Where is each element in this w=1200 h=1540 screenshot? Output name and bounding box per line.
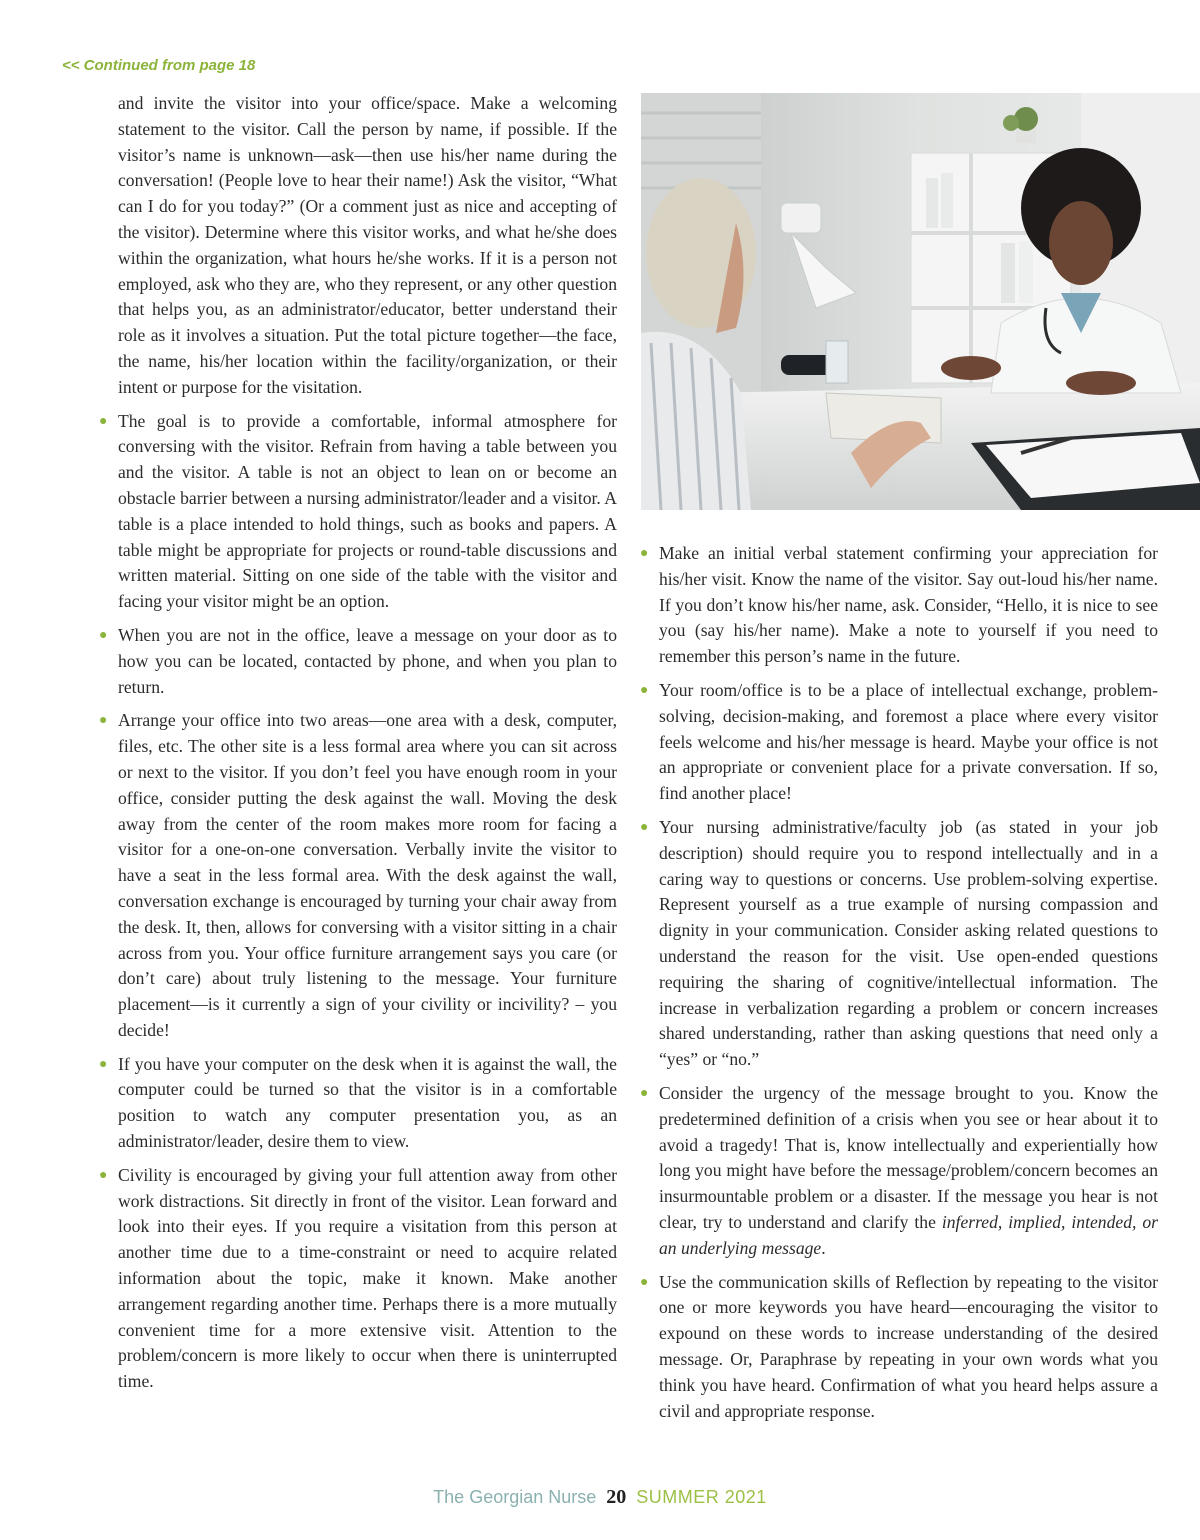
bullet-icon: ● xyxy=(99,627,108,643)
list-item: ● Your room/office is to be a place of intellectual exchange, problem-solving, decision-making, and foremost a place where every visitor feels welcome and his/her message is heard. Maybe your office is not an appropriate or convenient place for a private conversation. If so, find another place! xyxy=(640,679,1158,804)
list-item: ● Make an initial verbal statement confirming your appreciation for his/her visit. Know the name of the visitor. Say out-loud his/her name. If you don’t know his/her name, ask. Consider, “Hello, it is nice to see you (say his/her name). Make a note to yourself if you need to remember this person’s name in the future. xyxy=(640,543,1158,667)
list-item: ● Your nursing administrative/faculty job (as stated in your job description) should require you to respond intellectually and in a caring way to questions or concerns. Use problem-solving expertise. Represent yourself as a true example of nursing compassion and dignity in your communication. Consider asking related questions to understand the reason for the visit. Use open-ended questions requiring the sharing of cognitive/intellectual information. The increase in verbalization regarding a problem or concern increases shared understanding, rather than asking questions that need only a “yes” or “no.” xyxy=(640,816,1158,1070)
continued-from-label: << Continued from page 18 xyxy=(62,57,256,74)
bullet-icon: ● xyxy=(640,1274,649,1290)
list-item: ● Use the communication skills of Reflection by repeating to the visitor one or more keywords you have heard—encouraging the visitor to expound on these words to increase understanding of the desired message. Or, Paraphrase by repeating in your own words what you think you have heard. Confirmation of what you heard helps assure a civil and appropriate response. xyxy=(640,1271,1158,1421)
magazine-name: The Georgian Nurse xyxy=(433,1487,597,1507)
list-item: ● If you have your computer on the desk when it is against the wall, the computer could be turned so that the visitor is in a comfortable position to watch any computer presentation you, as an administrator/leader, desire them to view. xyxy=(99,1053,617,1152)
doctor-consultation-photo xyxy=(641,93,1200,510)
list-item: ● When you are not in the office, leave a message on your door as to how you can be located, contacted by phone, and when you plan to return. xyxy=(99,624,617,697)
bullet-icon: ● xyxy=(640,819,649,835)
left-column xyxy=(99,91,617,1403)
bullet-icon: ● xyxy=(99,1167,108,1183)
bullet-icon: ● xyxy=(640,682,649,698)
list-item: ● The goal is to provide a comfortable, informal atmosphere for conversing with the visitor. Refrain from having a table between you and the visitor. A table is not an object to lean on or become an obstacle barrier between a nursing administrator/leader and a visitor. A table is a place intended to hold things, such as books and papers. A table might be appropriate for projects or round-table discussions and written material. Sitting on one side of the table with the visitor and facing your visitor might be an option. xyxy=(99,410,617,612)
list-item: ● Arrange your office into two areas—one area with a desk, computer, files, etc. The other site is a less formal area where you can sit across or next to the visitor. If you don’t feel you have enough room in your office, consider putting the desk against the wall. Moving the desk away from the center of the room makes more room for facing a visitor for a one-on-one conversation. Verbally invite the visitor to have a seat in the less formal area. With the desk against the wall, conversation exchange is encouraged by turning your chair away from the desk. It, then, allows for conversing with a visitor sitting in a chair across from you. Your office furniture arrangement says you care (or don’t care) about truly listening to the message. Your furniture placement—is it currently a sign of your civility or incivility? – you decide! xyxy=(99,710,617,1040)
bullet-icon: ● xyxy=(640,1085,649,1101)
bullet-icon: ● xyxy=(99,413,108,429)
bullet-icon: ● xyxy=(640,546,649,561)
lead-paragraph: and invite the visitor into your office/space. Make a welcoming statement to the visitor. Call the person by name, if possible. If the visitor’s name is unknown—ask—then use his/her name during the conversation! (People love to hear their name!) Ask the visitor, “What can I do for you today?” (Or a comment just as nice and accepting of the visitor). Determine where this visitor works, and what he/she does within the organization, what hours he/she works. If it is a person not employed, ask who they are, who they represent, or any other question that helps you, as an administrator/educator, better understand their role as it involves a situation. Put the total picture together—the face, the name, his/her location within the facility/organization, or their intent or purpose for the visitation. xyxy=(118,93,617,397)
page-number: 20 xyxy=(606,1486,627,1508)
right-column xyxy=(640,541,1158,1432)
issue-season: SUMMER 2021 xyxy=(636,1487,767,1507)
list-item: ● Civility is encouraged by giving your full attention away from other work distractions. Sit directly in front of the visitor. Lean forward and look into their eyes. If you require a visitation from this person at another time due to a time-constraint or need to acquire related information about the topic, make it known. Make another arrangement regarding another time. Perhaps there is a more mutually convenient time for a more extensive visit. Attention to the problem/concern is more likely to occur when there is uninterrupted time. xyxy=(99,1164,617,1392)
bullet-icon: ● xyxy=(99,713,108,729)
list-item: ● Consider the urgency of the message brought to you. Know the predetermined definition of a crisis when you see or hear about it to avoid a tragedy! That is, know intellectually and experientially how long you might have before the message/problem/concern becomes an insurmountable problem or a disaster. If the message you hear is not clear, try to understand and clarify the inferred, implied, intended, or an underlying message. xyxy=(640,1082,1158,1258)
page-footer xyxy=(0,1486,1200,1509)
bullet-icon: ● xyxy=(99,1056,108,1072)
